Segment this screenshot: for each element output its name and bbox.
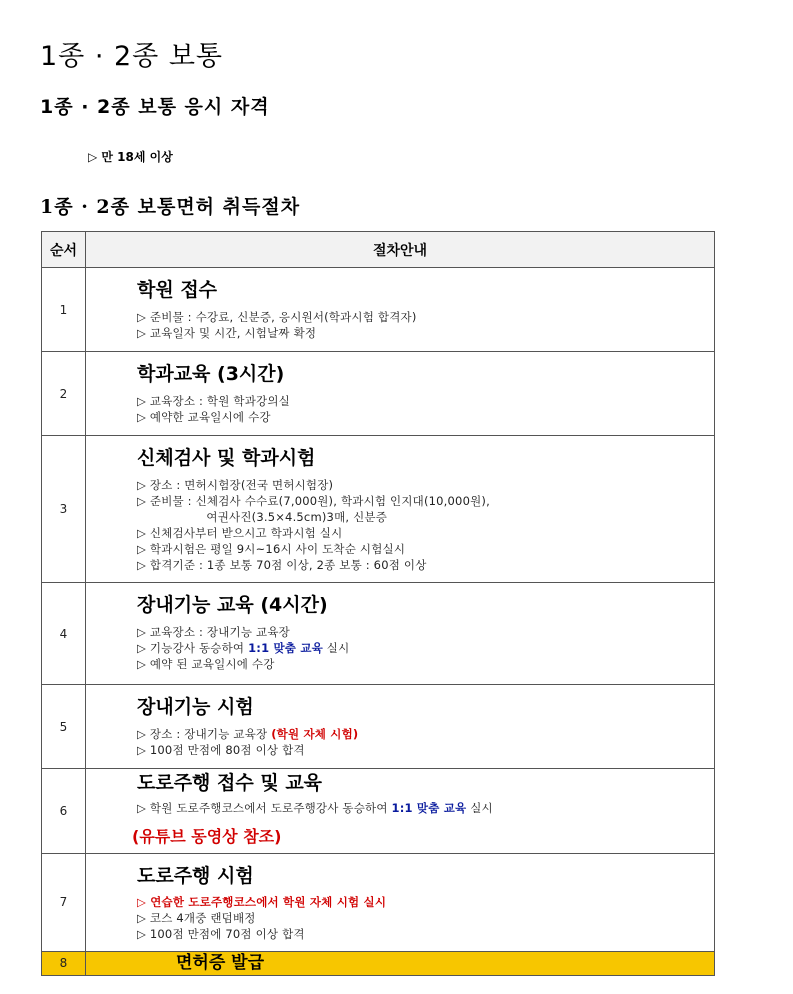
page-title: 1종 · 2종 보통 [40,41,224,72]
step-title: 학원 접수 [137,279,218,301]
step-title: 장내기능 교육 (4시간) [137,594,328,616]
step-title: 신체검사 및 학과시험 [137,447,316,469]
step-detail: ▷ 예약한 교육일시에 수강 [137,409,271,424]
step-title: 장내기능 시험 [137,696,254,718]
step-number: 2 [42,352,86,436]
step-detail [137,640,714,656]
step-content [86,951,715,975]
emphasis-academy-test: (학원 자체 시험) [271,726,359,741]
detail-text: ▷ 학원 도로주행코스에서 도로주행강사 동승하여 [137,800,392,815]
step-content [86,769,715,854]
step-content [86,436,715,583]
step-detail: ▷ 장소 : 면허시험장(전국 면허시험장) [137,477,334,492]
step-number: 4 [42,583,86,685]
step-detail: ▷ 교육일자 및 시간, 시험날짜 확정 [137,325,317,340]
step-detail [137,800,714,816]
step-title: 도로주행 시험 [137,864,254,887]
step-detail: ▷ 연습한 도로주행코스에서 학원 자체 시험 실시 [137,895,387,910]
table-row [42,268,715,352]
step-detail: ▷ 100점 만점에 80점 이상 합격 [137,742,305,757]
step-number: 8 [42,951,86,975]
step-detail: ▷ 예약 된 교육일시에 수강 [137,656,275,671]
step-number: 3 [42,436,86,583]
step-detail: ▷ 코스 4개중 랜덤배정 [137,911,256,926]
step-number: 7 [42,853,86,951]
step-detail: ▷ 준비물 : 수강료, 신분증, 응시원서(학과시험 합격자) [137,309,417,324]
eligibility-age: ▷ 만 18세 이상 [88,150,173,164]
eligibility-heading: 1종 · 2종 보통 응시 자격 [40,96,270,118]
step-content [86,583,715,685]
step-detail: ▷ 합격기준 : 1종 보통 70점 이상, 2종 보통 : 60점 이상 [137,557,427,572]
table-row [42,685,715,769]
detail-text: ▷ 기능강사 동승하여 [137,640,249,655]
step-detail: ▷ 교육장소 : 장내기능 교육장 [137,624,290,639]
detail-text: ▷ 장소 : 장내기능 교육장 [137,726,272,741]
step-detail: ▷ 학과시험은 평일 9시~16시 사이 도착순 시험실시 [137,541,406,556]
step-detail: 여권사진(3.5×4.5cm)3매, 신분증 [137,509,388,524]
table-row [42,352,715,436]
step-number: 5 [42,685,86,769]
detail-text: 실시 [322,640,350,655]
step-number: 6 [42,769,86,854]
step-content [86,268,715,352]
step-content [86,352,715,436]
procedure-heading: 1종 · 2종 보통면허 취득절차 [40,196,301,218]
step-title: 학과교육 (3시간) [137,363,285,385]
step-content [86,685,715,769]
column-header-guide: 절차안내 [86,232,715,268]
step-detail: ▷ 준비물 : 신체검사 수수료(7,000원), 학과시험 인지대(10,000원), [137,493,490,508]
step-detail: ▷ 교육장소 : 학원 학과강의실 [137,393,290,408]
step-content [86,853,715,951]
youtube-note: (유튜브 동영상 참조) [132,826,282,846]
emphasis-one-on-one: 1:1 맞춤 교육 [391,800,467,815]
step-detail: ▷ 신체검사부터 받으시고 학과시험 실시 [137,525,343,540]
step-detail: ▷ 100점 만점에 70점 이상 합격 [137,927,305,942]
table-row [42,853,715,951]
table-row [42,951,715,975]
column-header-order: 순서 [42,232,86,268]
emphasis-one-on-one: 1:1 맞춤 교육 [248,640,323,655]
table-header-row [42,232,715,268]
table-row [42,583,715,685]
table-row [42,769,715,854]
step-detail [137,726,714,742]
step-title: 면허증 발급 [176,953,265,974]
detail-text: 실시 [466,800,493,815]
procedure-table [41,231,715,976]
step-title: 도로주행 접수 및 교육 [137,772,323,794]
table-row [42,436,715,583]
step-number: 1 [42,268,86,352]
